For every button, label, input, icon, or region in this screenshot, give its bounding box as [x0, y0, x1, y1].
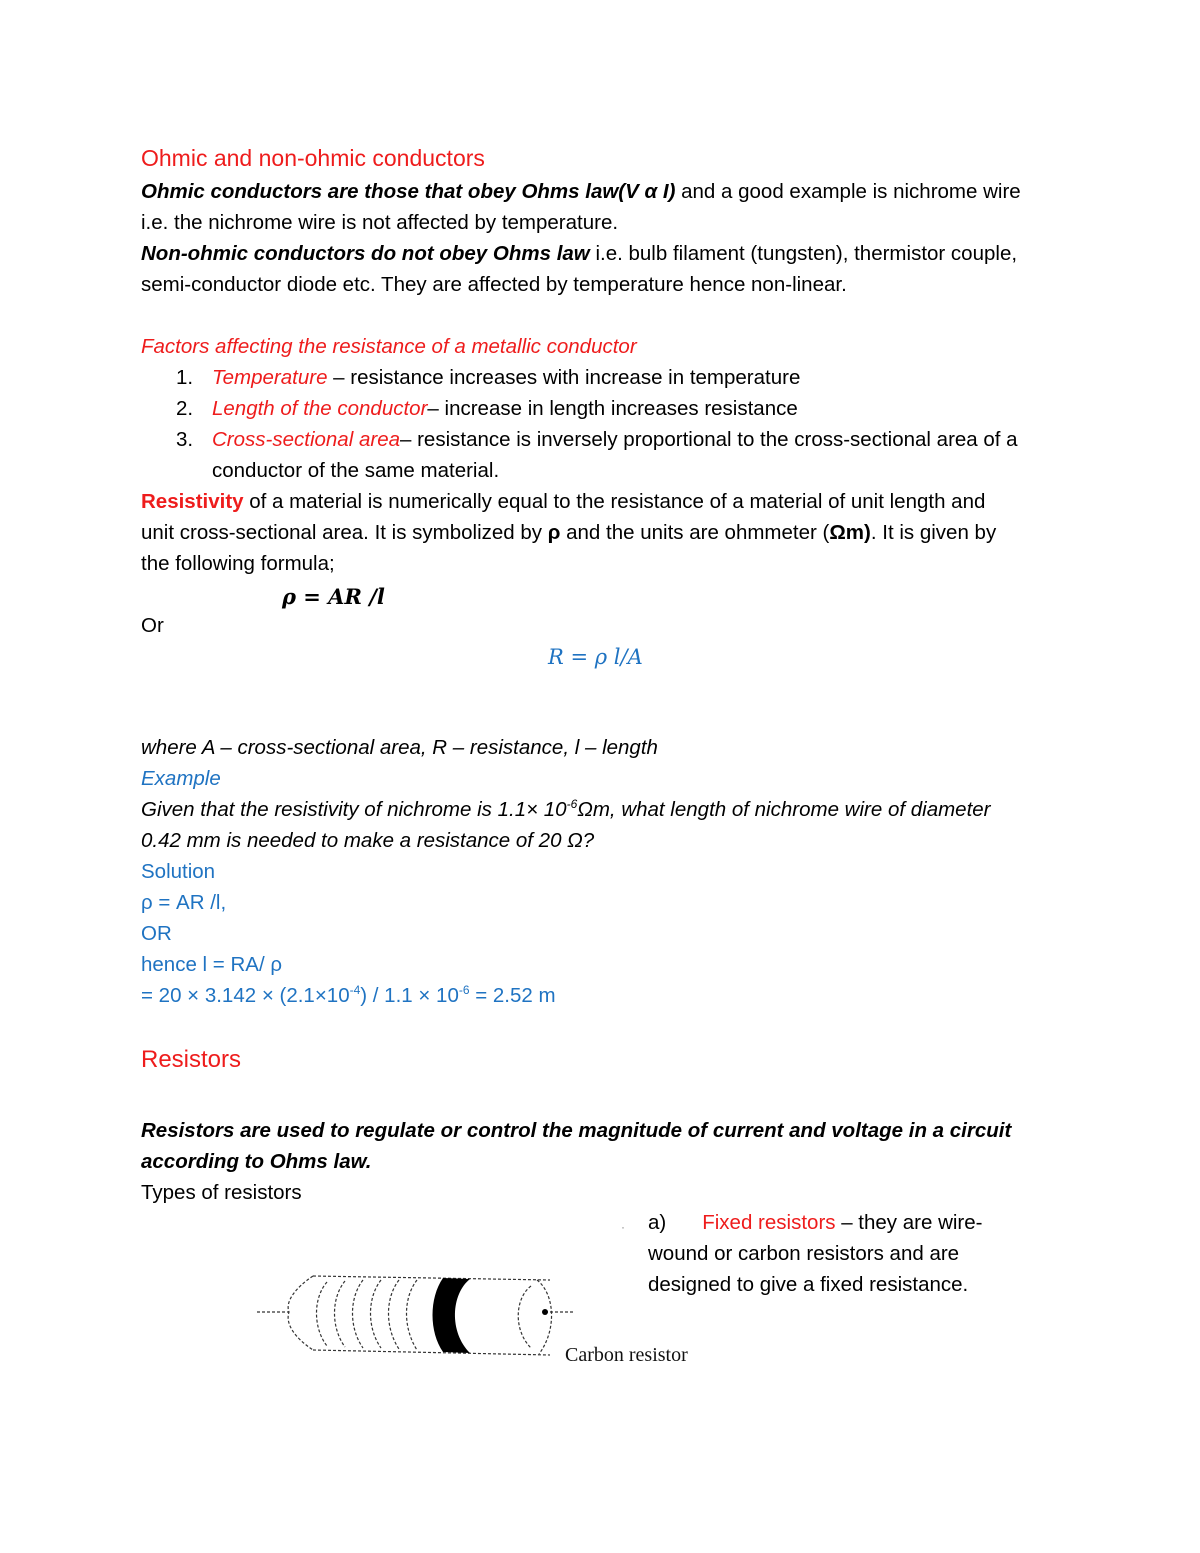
factor-term: Length of the conductor	[212, 397, 428, 420]
body-top-edge	[313, 1276, 550, 1280]
section-heading-ohmic: Ohmic and non-ohmic conductors	[141, 145, 485, 171]
dark-band	[433, 1278, 471, 1353]
exponent: -6	[458, 983, 470, 998]
fixed-resistors-term: Fixed resistors	[702, 1211, 836, 1234]
paragraph-ohmic-line1	[141, 176, 1021, 207]
factor-desc: – increase in length increases resistance	[427, 397, 798, 420]
factor-desc: – resistance increases with increase in temperature	[327, 366, 801, 389]
types-label: Types of resistors	[141, 1181, 302, 1204]
bullet-mark: ·	[621, 1220, 625, 1234]
band-5	[389, 1280, 400, 1349]
rho-symbol: ρ	[547, 521, 561, 544]
band-2	[335, 1281, 346, 1347]
ohmic-definition: Ohmic conductors are those that obey Ohms law(V α I)	[141, 180, 676, 203]
fixed-resistors-desc: – they are wire-	[835, 1211, 983, 1234]
solution-step4	[141, 980, 556, 1011]
exponent: -6	[566, 797, 578, 812]
carbon-resistor-figure	[255, 1268, 585, 1368]
band-4	[371, 1280, 382, 1348]
list-item-area	[212, 424, 1018, 455]
paragraph-nonohmic-line1	[141, 238, 1017, 269]
factor-term: Cross-sectional area	[212, 428, 400, 451]
exponent: -4	[349, 983, 361, 998]
factor-number: 3.	[176, 428, 194, 451]
example-label: Example	[141, 767, 221, 790]
factor-number: 2.	[176, 397, 194, 420]
factor-desc: – resistance is inversely proportional to the cross-sectional area of a	[400, 428, 1018, 451]
resistivity-text: of a material is numerically equal to the resistance of a material of unit length and	[243, 490, 986, 513]
fixed-resistor-line3: designed to give a fixed resistance.	[648, 1273, 969, 1296]
unit-symbol: Ωm)	[829, 521, 871, 544]
example-text: Ωm, what length of nichrome wire of diameter	[577, 798, 991, 821]
resistivity-term: Resistivity	[141, 490, 244, 513]
band-1	[317, 1282, 328, 1346]
section-heading-resistors: Resistors	[141, 1046, 242, 1073]
band-6	[407, 1280, 418, 1350]
resistors-intro-line2: according to Ohms law.	[141, 1150, 372, 1173]
solution-step1: ρ = AR /l,	[141, 891, 227, 914]
body-left-cap	[288, 1276, 313, 1350]
fixed-resistor-line2: wound or carbon resistors and are	[648, 1242, 960, 1265]
list-item-length	[212, 393, 798, 424]
solution-step2: OR	[141, 922, 172, 945]
resistivity-text: and the units are ohmmeter (	[560, 521, 830, 544]
ohmic-example: and a good example is nichrome wire	[675, 180, 1021, 203]
solution-text: = 2.52 m	[469, 984, 556, 1007]
nonohmic-definition: Non-ohmic conductors do not obey Ohms law	[141, 242, 590, 265]
body-bottom-edge	[313, 1350, 550, 1355]
factor-number: 1.	[176, 366, 194, 389]
formula-resistance: R = ρ l/A	[548, 645, 643, 669]
resistivity-line1	[141, 486, 985, 517]
nonohmic-examples: i.e. bulb filament (tungsten), thermistor couple,	[589, 242, 1018, 265]
list-marker: a)	[648, 1211, 667, 1234]
list-item-area-cont: conductor of the same material.	[212, 459, 500, 482]
paragraph-nonohmic-line2: semi-conductor diode etc. They are affected by temperature hence non-linear.	[141, 273, 847, 296]
formula-resistivity: ρ = AR /l	[282, 584, 385, 609]
factor-term: Temperature	[212, 366, 328, 389]
solution-step3: hence l = RA/ ρ	[141, 953, 282, 976]
figure-caption: Carbon resistor	[565, 1344, 688, 1366]
resistivity-text: . It is given by	[870, 521, 997, 544]
resistivity-line3: the following formula;	[141, 552, 335, 575]
body-right-cap	[537, 1280, 552, 1354]
example-text: Given that the resistivity of nichrome is 1.1× 10	[141, 798, 567, 821]
example-question-line2: 0.42 mm is needed to make a resistance of 20 Ω?	[141, 829, 595, 852]
resistivity-line2	[141, 517, 996, 548]
or-text: Or	[141, 614, 164, 637]
fixed-resistor-item	[648, 1207, 983, 1238]
band-3	[353, 1280, 364, 1348]
lead-dot	[542, 1309, 548, 1315]
solution-label: Solution	[141, 860, 216, 883]
list-item-temperature	[212, 362, 800, 393]
factors-heading: Factors affecting the resistance of a metallic conductor	[141, 335, 637, 358]
resistors-intro-line1: Resistors are used to regulate or control the magnitude of current and voltage in a circuit	[141, 1119, 1012, 1142]
resistivity-text: unit cross-sectional area. It is symbolized by	[141, 521, 548, 544]
example-question-line1	[141, 794, 991, 825]
paragraph-ohmic-line2: i.e. the nichrome wire is not affected by temperature.	[141, 211, 619, 234]
solution-text: ) / 1.1 × 10	[360, 984, 459, 1007]
solution-text: = 20 × 3.142 × (2.1×10	[141, 984, 350, 1007]
variables-definition: where A – cross-sectional area, R – resistance, l – length	[141, 736, 658, 759]
end-ring	[518, 1286, 531, 1348]
